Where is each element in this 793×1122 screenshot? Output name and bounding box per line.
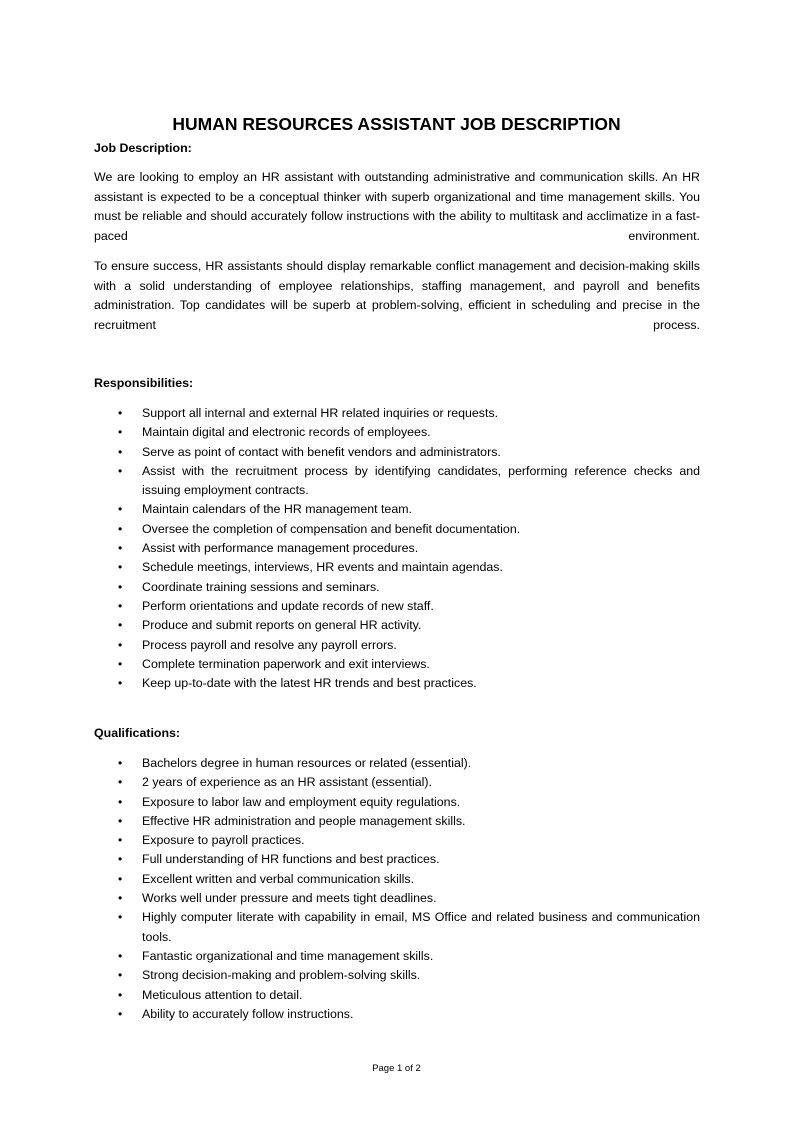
list-item-text: Support all internal and external HR related inquiries or requests. xyxy=(142,406,499,420)
list-item xyxy=(94,597,700,616)
list-item xyxy=(94,812,700,831)
bullet-icon: • xyxy=(118,444,123,459)
list-item xyxy=(94,908,700,947)
bullet-icon: • xyxy=(118,560,123,575)
list-item xyxy=(94,889,700,908)
list-item-text: Schedule meetings, interviews, HR events and maintain agendas. xyxy=(142,560,503,575)
list-item-text: Serve as point of contact with benefit vendors and administrators. xyxy=(142,444,501,459)
list-item-text: Exposure to payroll practices. xyxy=(142,833,305,848)
list-item xyxy=(94,793,700,812)
bullet-icon: • xyxy=(118,813,123,828)
list-item-text: Effective HR administration and people management skills. xyxy=(142,813,466,828)
bullet-icon: • xyxy=(118,676,123,691)
list-item xyxy=(94,423,700,442)
bullet-icon: • xyxy=(118,852,123,867)
bullet-icon: • xyxy=(118,968,123,983)
list-item-text: Assist with the recruitment process by identifying candidates, performing reference checks and issuing employment contracts. xyxy=(142,463,700,498)
qualifications-list xyxy=(94,754,700,1024)
list-item xyxy=(94,947,700,966)
list-item-text: Highly computer literate with capability in email, MS Office and related business and communication tools. xyxy=(142,910,700,944)
list-item xyxy=(94,616,700,635)
list-item xyxy=(94,539,700,558)
list-item xyxy=(94,558,700,577)
list-item-text: Exposure to labor law and employment equity regulations. xyxy=(142,794,461,809)
list-item xyxy=(94,462,700,501)
list-item-text: Process payroll and resolve any payroll errors. xyxy=(142,637,397,652)
list-item xyxy=(94,1005,700,1024)
qualifications-heading: Qualifications: xyxy=(94,726,181,740)
list-item-text: Coordinate training sessions and seminars. xyxy=(142,579,380,594)
list-item-text: Complete termination paperwork and exit interviews. xyxy=(142,656,430,671)
bullet-icon: • xyxy=(118,406,123,420)
bullet-icon: • xyxy=(118,756,123,770)
bullet-icon: • xyxy=(118,463,123,478)
list-item xyxy=(94,636,700,655)
list-item-text: Ability to accurately follow instructions. xyxy=(142,1006,354,1021)
list-item xyxy=(94,655,700,674)
bullet-icon: • xyxy=(118,618,123,633)
page-number: Page 1 of 2 xyxy=(372,1063,421,1074)
list-item-text: Strong decision-making and problem-solving skills. xyxy=(142,968,421,983)
list-item-text: Bachelors degree in human resources or related (essential). xyxy=(142,756,472,770)
bullet-icon: • xyxy=(118,598,123,613)
list-item xyxy=(94,500,700,519)
list-item xyxy=(94,850,700,869)
document-title: HUMAN RESOURCES ASSISTANT JOB DESCRIPTION xyxy=(172,114,621,134)
bullet-icon: • xyxy=(118,637,123,652)
bullet-icon: • xyxy=(118,871,123,886)
list-item-text: Maintain calendars of the HR management team. xyxy=(142,502,412,517)
list-item-text: Fantastic organizational and time management skills. xyxy=(142,948,434,963)
responsibilities-list xyxy=(94,404,700,693)
list-item xyxy=(94,520,700,539)
list-item xyxy=(94,404,700,423)
list-item xyxy=(94,674,700,693)
list-item-text: Perform orientations and update records of new staff. xyxy=(142,598,434,613)
list-item-text: Full understanding of HR functions and best practices. xyxy=(142,852,440,867)
list-item-text: Oversee the completion of compensation and benefit documentation. xyxy=(142,521,521,536)
paragraph-success: To ensure success, HR assistants should display remarkable conflict management and decision-making skills with a solid understanding of employee relationships, staffing management, and payroll and benefits administration. Top candidates will be superb at problem-solving, efficient in scheduling and precise in the recruitment process. xyxy=(94,259,700,332)
bullet-icon: • xyxy=(118,656,123,671)
list-item-text: Assist with performance management procedures. xyxy=(142,541,419,556)
list-item-text: Works well under pressure and meets tight deadlines. xyxy=(142,891,437,906)
list-item-text: Excellent written and verbal communication skills. xyxy=(142,871,415,886)
job-description-heading: Job Description: xyxy=(94,141,192,155)
list-item xyxy=(94,578,700,597)
bullet-icon: • xyxy=(118,775,123,790)
list-item xyxy=(94,870,700,889)
bullet-icon: • xyxy=(118,891,123,906)
bullet-icon: • xyxy=(118,1006,123,1021)
list-item-text: Produce and submit reports on general HR activity. xyxy=(142,618,422,633)
list-item xyxy=(94,986,700,1005)
bullet-icon: • xyxy=(118,910,123,925)
bullet-icon: • xyxy=(118,521,123,536)
bullet-icon: • xyxy=(118,833,123,848)
list-item xyxy=(94,754,700,773)
bullet-icon: • xyxy=(118,541,123,556)
list-item-text: 2 years of experience as an HR assistant (essential). xyxy=(142,775,432,790)
list-item-text: Meticulous attention to detail. xyxy=(142,987,303,1002)
bullet-icon: • xyxy=(118,948,123,963)
list-item-text: Keep up-to-date with the latest HR trends and best practices. xyxy=(142,676,477,691)
list-item xyxy=(94,831,700,850)
bullet-icon: • xyxy=(118,579,123,594)
list-item-text: Maintain digital and electronic records of employees. xyxy=(142,425,431,440)
bullet-icon: • xyxy=(118,794,123,809)
list-item xyxy=(94,966,700,985)
paragraph-intro: We are looking to employ an HR assistant with outstanding administrative and communication skills. An HR assistant is expected to be a conceptual thinker with superb organizational and time management skills. You must be reliable and should accurately follow instructions with the ability to multitask and acclimatize in a fast-paced environment. xyxy=(94,170,700,243)
bullet-icon: • xyxy=(118,987,123,1002)
bullet-icon: • xyxy=(118,425,123,440)
bullet-icon: • xyxy=(118,502,123,517)
responsibilities-heading: Responsibilities: xyxy=(94,376,194,390)
list-item xyxy=(94,443,700,462)
list-item xyxy=(94,773,700,792)
